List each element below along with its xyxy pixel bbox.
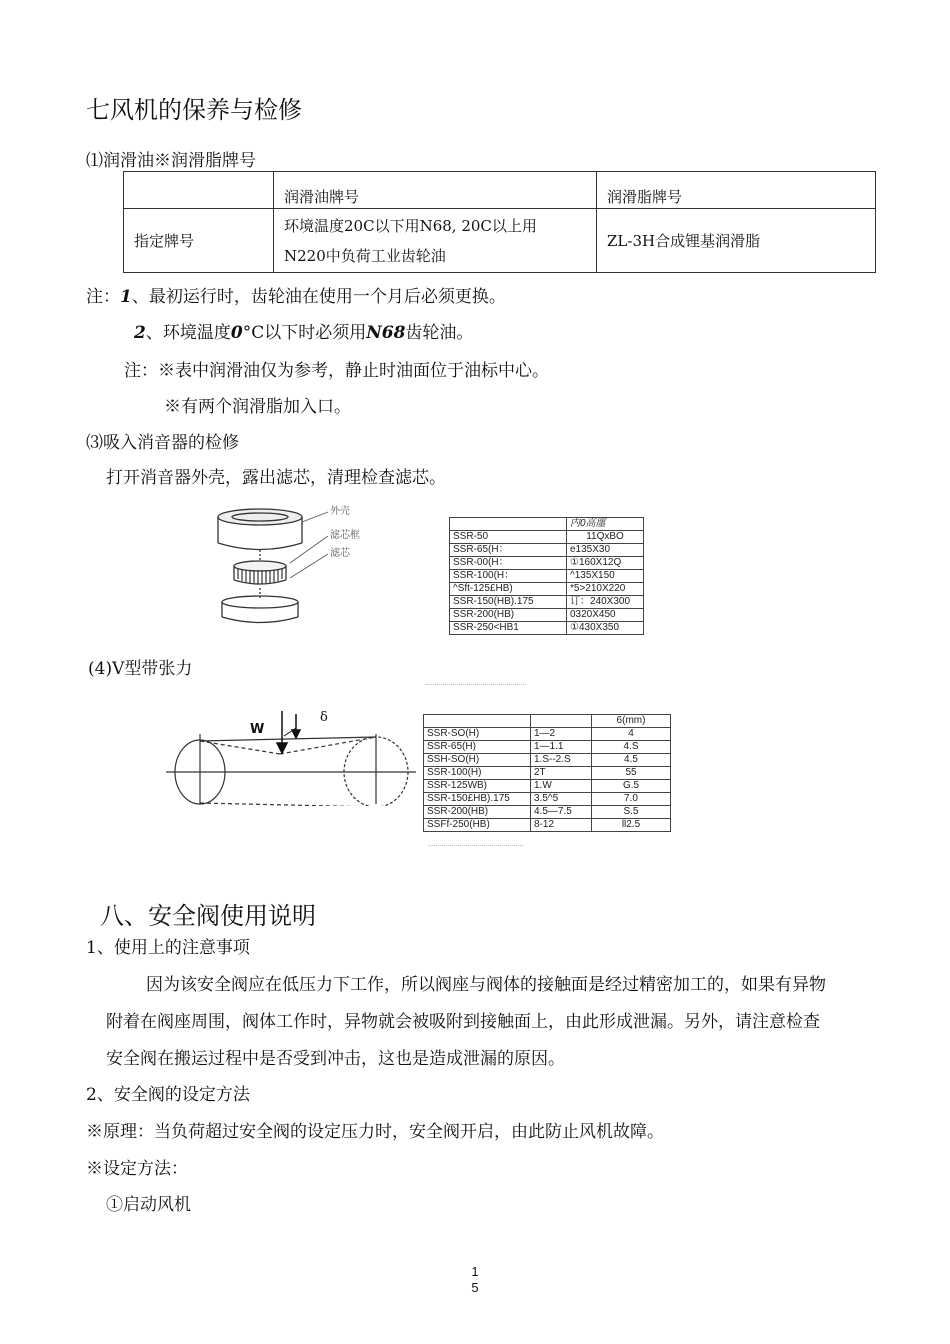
label-filter-element: 滤芯 bbox=[330, 548, 350, 559]
belt-weight: 1—2 bbox=[531, 728, 592, 741]
oil-grade-line1: 环境温度20C以下用N68, 20C以上用 bbox=[284, 216, 537, 235]
belt-model: SSR-125WB) bbox=[424, 780, 531, 793]
oil-grade-cell bbox=[274, 209, 597, 273]
belt-weight: 4.5—7.5 bbox=[531, 806, 592, 819]
silencer-size: ①430X350 bbox=[567, 622, 644, 635]
note-4: ※有两个润滑脂加入口。 bbox=[164, 397, 351, 417]
table-row bbox=[450, 583, 644, 596]
belt-deflection: 4.S bbox=[592, 741, 671, 754]
label-filter-frame: 滤芯框 bbox=[330, 530, 360, 541]
silencer-size: ①160X12Q bbox=[567, 557, 644, 570]
table-row bbox=[450, 544, 644, 557]
table-row bbox=[450, 596, 644, 609]
silencer-model: SSR-65(H： bbox=[450, 544, 567, 557]
belt-weight: 3.5^5 bbox=[531, 793, 592, 806]
note-2-number: 2 bbox=[134, 323, 146, 343]
oil-column-header: 润滑油牌号 bbox=[274, 172, 597, 209]
grease-grade-cell: ZL-3H合成锂基润滑脂 bbox=[597, 209, 876, 273]
page-number-top: 1 bbox=[471, 1264, 479, 1279]
silencer-size-table bbox=[449, 517, 644, 635]
belt-deflection: G.5 bbox=[592, 780, 671, 793]
table-row bbox=[424, 754, 671, 767]
oil-grade-line2: N220中负荷工业齿轮油 bbox=[284, 246, 446, 265]
method-line: ※设定方法： bbox=[86, 1159, 188, 1179]
section7-title: 七风机的保养与检修 bbox=[86, 96, 302, 124]
section8-title: 八、安全阀使用说明 bbox=[100, 902, 316, 930]
belt-tension-heading: (4)V型带张力 bbox=[88, 659, 193, 679]
faint-caption-top bbox=[426, 680, 526, 686]
belt-weight: 1.W bbox=[531, 780, 592, 793]
designated-grade-label: 指定牌号 bbox=[124, 209, 274, 273]
silencer-table-header-size: 内0高廛 bbox=[567, 518, 644, 531]
lubricant-heading: ⑴润滑油※润滑脂牌号 bbox=[86, 151, 256, 171]
note-2-grade: N68 bbox=[366, 323, 406, 343]
belt-weight: 1—1.1 bbox=[531, 741, 592, 754]
table-corner-cell bbox=[124, 172, 274, 209]
silencer-model: ^Sft-125£HB) bbox=[450, 583, 567, 596]
belt-weight: 8-12 bbox=[531, 819, 592, 832]
silencer-size: ^135X150 bbox=[567, 570, 644, 583]
belt-model: SSR-100(H) bbox=[424, 767, 531, 780]
belt-deflection: 7.0 bbox=[592, 793, 671, 806]
silencer-size: 0320X450 bbox=[567, 609, 644, 622]
silencer-heading: ⑶吸入消音器的检修 bbox=[86, 433, 239, 453]
usage-paragraph-line2: 附着在阀座周围，阀体工作时，异物就会被吸附到接触面上，由此形成泄漏。另外，请注意检查 bbox=[106, 1012, 820, 1032]
lubricant-table bbox=[123, 171, 876, 273]
note-1-prefix: 注： bbox=[86, 287, 120, 307]
belt-deflection: S.5 bbox=[592, 806, 671, 819]
belt-model: SSR-65(H) bbox=[424, 741, 531, 754]
table-row bbox=[424, 819, 671, 832]
usage-notes-heading: 1、使用上的注意事项 bbox=[86, 938, 250, 958]
belt-weight: 2T bbox=[531, 767, 592, 780]
silencer-size: e135X30 bbox=[567, 544, 644, 557]
silencer-model: SSR-100(H： bbox=[450, 570, 567, 583]
silencer-size: 订：240X300 bbox=[567, 596, 644, 609]
weight-label: W bbox=[250, 722, 265, 737]
table-row bbox=[424, 806, 671, 819]
faint-caption-bottom bbox=[428, 842, 523, 848]
belt-table-header-model bbox=[424, 715, 531, 728]
note-2-text-c: 齿轮油。 bbox=[405, 323, 474, 343]
silencer-model: SSR-00(H： bbox=[450, 557, 567, 570]
table-row bbox=[424, 767, 671, 780]
belt-model: SSR-150£HB).175 bbox=[424, 793, 531, 806]
belt-model: SSR-200(HB) bbox=[424, 806, 531, 819]
silencer-model: SSR-200(HB) bbox=[450, 609, 567, 622]
silencer-size: 11QxBO bbox=[567, 531, 644, 544]
belt-weight: 1.S--2.S bbox=[531, 754, 592, 767]
table-row bbox=[424, 780, 671, 793]
silencer-diagram bbox=[210, 500, 370, 630]
principle-line: ※原理：当负荷超过安全阀的设定压力时，安全阀开启，由此防止风机故障。 bbox=[86, 1122, 664, 1142]
note-2 bbox=[134, 318, 473, 343]
note-3: 注：※表中润滑油仅为参考，静止时油面位于油标中心。 bbox=[124, 361, 549, 381]
belt-model: SSR-SO(H) bbox=[424, 728, 531, 741]
setting-method-heading: 2、安全阀的设定方法 bbox=[86, 1085, 250, 1105]
belt-deflection: 4.5 bbox=[592, 754, 671, 767]
silencer-model: SSR-150(HB).175 bbox=[450, 596, 567, 609]
usage-paragraph-line3: 安全阀在搬运过程中是否受到冲击，这也是造成泄漏的原因。 bbox=[106, 1049, 565, 1069]
usage-paragraph-line1: 因为该安全阀应在低压力下工作，所以阀座与阀体的接触面是经过精密加工的，如果有异物 bbox=[146, 975, 826, 995]
belt-model: SSFf-250(HB) bbox=[424, 819, 531, 832]
deflection-label: δ bbox=[320, 710, 328, 725]
silencer-size: *5>210X220 bbox=[567, 583, 644, 596]
note-1-text: 、最初运行时，齿轮油在使用一个月后必须更换。 bbox=[131, 287, 506, 307]
belt-deflection: ll2.5 bbox=[592, 819, 671, 832]
note-2-text-b: °C以下时必须用 bbox=[242, 323, 367, 343]
belt-diagram bbox=[166, 706, 416, 806]
note-2-text-a: 、环境温度 bbox=[145, 323, 231, 343]
silencer-model: SSR-50 bbox=[450, 531, 567, 544]
step-1: ①启动风机 bbox=[106, 1195, 191, 1215]
note-1 bbox=[86, 282, 506, 307]
belt-table-header-weight bbox=[531, 715, 592, 728]
silencer-table-header-model bbox=[450, 518, 567, 531]
page-number-bottom: 5 bbox=[471, 1280, 479, 1295]
belt-deflection: 55 bbox=[592, 767, 671, 780]
label-shell: 外壳 bbox=[330, 506, 350, 517]
table-row bbox=[424, 741, 671, 754]
note-2-temp: 0 bbox=[230, 323, 243, 343]
belt-tension-table bbox=[423, 714, 671, 832]
table-row bbox=[424, 728, 671, 741]
table-row bbox=[450, 622, 644, 635]
table-row bbox=[424, 793, 671, 806]
belt-table-header-deflection: 6(mm) bbox=[592, 715, 671, 728]
table-row bbox=[450, 570, 644, 583]
table-row bbox=[450, 557, 644, 570]
belt-model: SSH-SO(H) bbox=[424, 754, 531, 767]
table-row bbox=[450, 609, 644, 622]
grease-column-header: 润滑脂牌号 bbox=[597, 172, 876, 209]
note-1-number: 1 bbox=[120, 287, 132, 307]
silencer-model: SSR-250<HB1 bbox=[450, 622, 567, 635]
table-row bbox=[450, 531, 644, 544]
silencer-description: 打开消音器外壳，露出滤芯，清理检查滤芯。 bbox=[106, 468, 446, 488]
belt-deflection: 4 bbox=[592, 728, 671, 741]
